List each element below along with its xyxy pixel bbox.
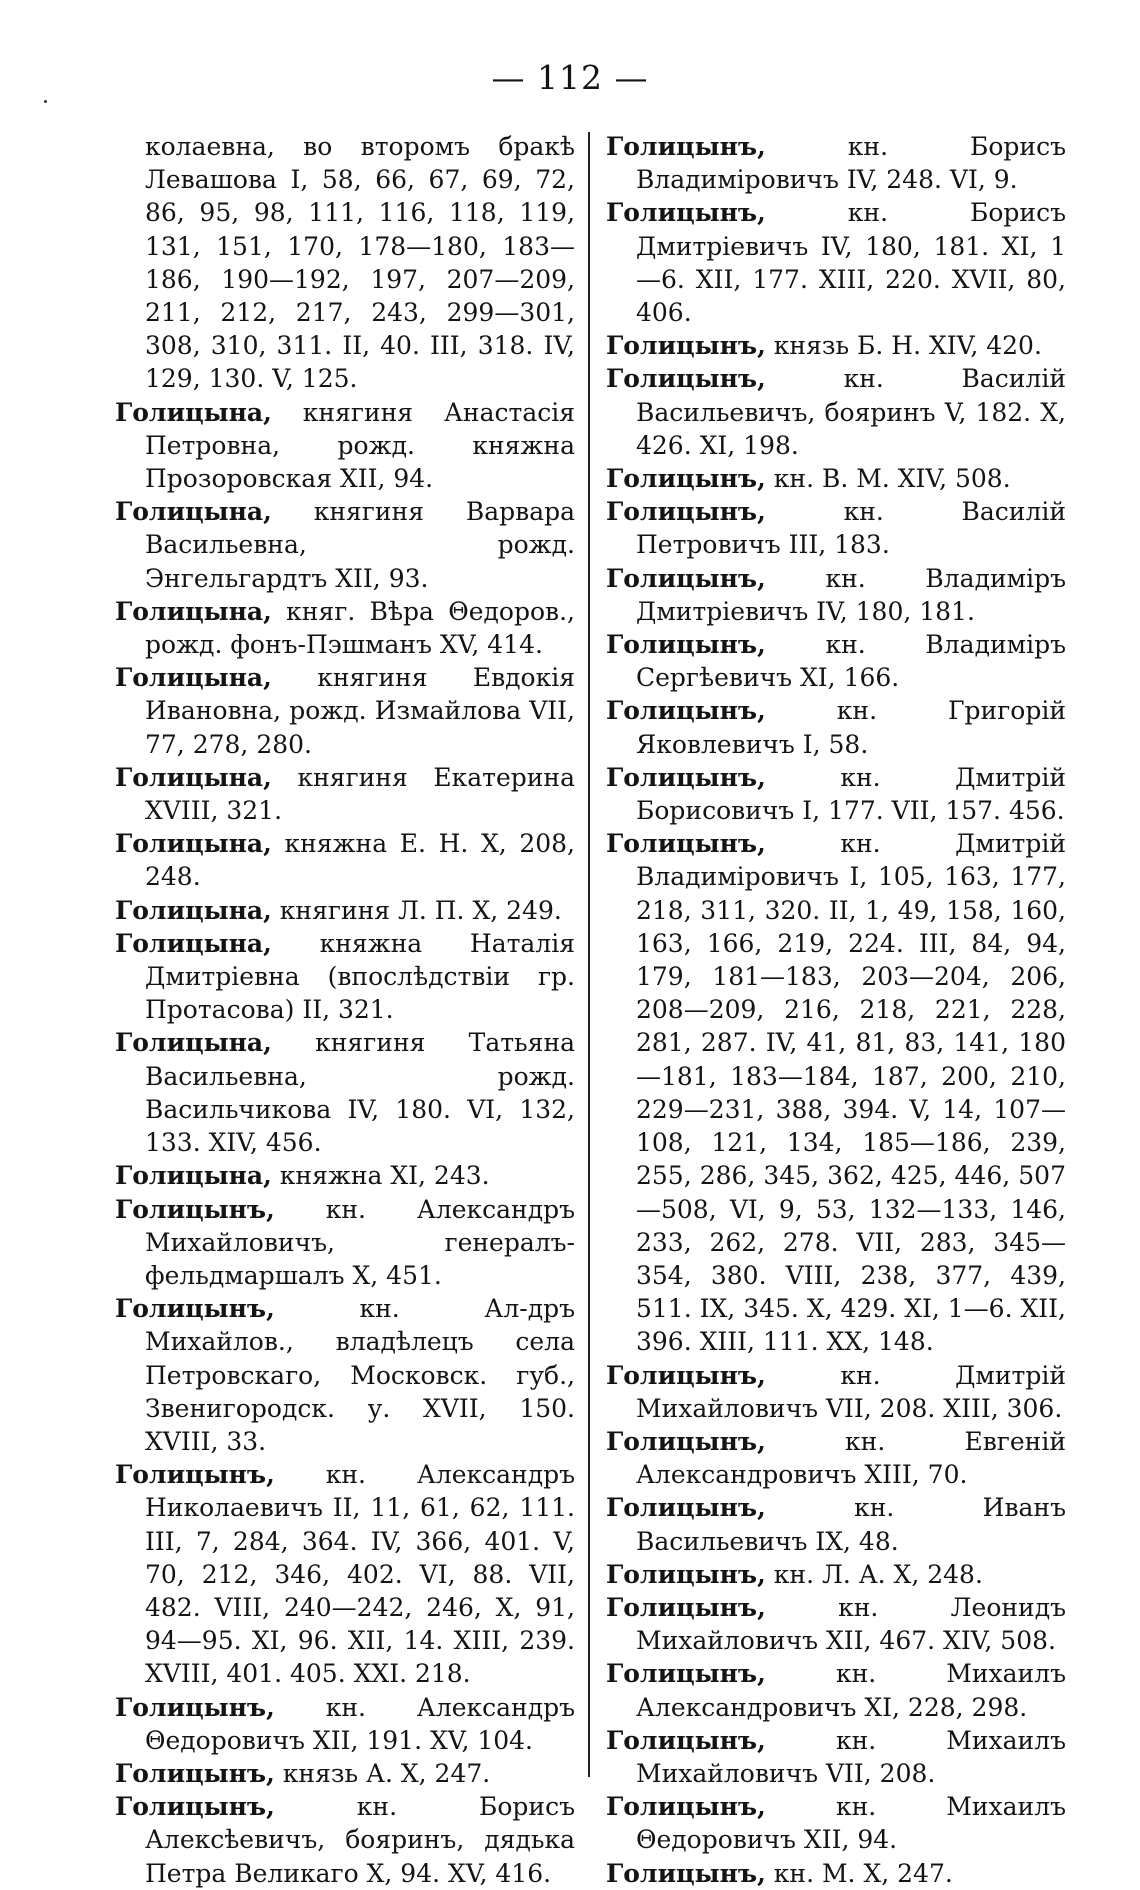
entry-text: кн. Владиміръ Дмитріевичъ IV, 180, 181. [636,563,1066,626]
entry-text: кн. Михаилъ Александровичъ XI, 228, 298. [636,1659,1066,1722]
entry-text: княгиня Варвара Васильевна, рожд. Энгельгардтъ XII, 93. [145,497,576,593]
entry-headword: Голицынъ, [606,364,766,394]
entry-headword: Голицына, [115,1028,272,1058]
index-entry [606,1359,1066,1425]
entry-headword: Голицына, [115,663,272,693]
entry-text: кн. Борисъ Дмитріевичъ IV, 180, 181. XI, 1—6. XII, 177. XIII, 220. XVII, 80, 406. [636,198,1066,328]
entry-text: кн. Дмитрій Борисовичъ I, 177. VII, 157. 456. [636,762,1067,826]
index-entry [115,661,575,761]
entry-headword: Голицынъ, [606,1725,766,1755]
index-entry [606,1558,1066,1591]
entry-headword: Голицынъ, [606,1426,766,1456]
entry-text: кн. Иванъ Васильевичъ IX, 48. [636,1493,1066,1556]
entry-text: кн. Владиміръ Сергѣевичъ XI, 166. [636,630,1066,693]
entry-text: кн. Александръ Николаевичъ II, 11, 61, 62, 111. III, 7, 284, 364. IV, 366, 401. V, 70, 212, 346, 402. VI, 88. VII, 482. VIII, 240—242, 246, X, 91, 94—95. XI, 96. XII, 14. XIII, 239. XVIII, 401. 405. XXI. 218. [145,1460,575,1689]
entry-headword: Голицына, [115,928,272,958]
index-entry [606,1857,1066,1890]
entry-text: княжна Е. Н. X, 208, 248. [145,829,575,892]
index-entry [115,1292,575,1458]
entry-headword: Голицынъ, [115,1460,275,1490]
index-entry [115,927,575,1027]
entry-headword: Голицынъ, [606,1360,766,1390]
right-column [606,130,1066,1890]
index-entry [606,462,1066,495]
page-number: — 112 — [491,58,649,97]
index-entry [115,894,575,927]
entry-text: князь Б. Н. XIV, 420. [773,331,1042,361]
entry-text: княгиня Евдокія Ивановна, рожд. Измайлова VII, 77, 278, 280. [145,663,575,759]
index-entry [606,694,1066,760]
entry-headword: Голицынъ, [606,1493,766,1523]
entry-headword: Голицынъ, [606,829,766,859]
entry-text: кн. Л. А. X, 248. [773,1559,983,1589]
index-entry [606,495,1066,561]
index-entry [606,362,1066,462]
entry-headword: Голицына, [115,762,272,792]
left-entries-list [115,396,575,1890]
entry-text: кн. Александръ Θедоровичъ XII, 191. XV, 104. [145,1692,575,1755]
entry-text: кн. Василій Петровичъ III, 183. [636,497,1066,560]
entry-headword: Голицынъ, [606,1559,766,1589]
entry-headword: Голицынъ, [115,1692,275,1722]
entry-headword: Голицынъ, [606,563,766,593]
index-entry [115,1790,575,1890]
index-entry [115,1159,575,1192]
right-entries-list [606,130,1066,1890]
entry-headword: Голицына, [115,497,272,527]
index-entry [606,628,1066,694]
entry-text: кн. Борисъ Алексѣевичъ, бояринъ, дядька Петра Великаго X, 94. XV, 416. [145,1792,575,1888]
entry-headword: Голицынъ, [606,630,766,660]
index-entry [115,1458,575,1690]
entry-headword: Голицынъ, [115,1194,275,1224]
entry-text: княгиня Л. П. X, 249. [279,895,562,925]
entry-text: кн. Ал-дръ Михайлов., владѣлецъ села Петровскаго, Московск. губ., Звенигородск. у. XVII, 150. XVIII, 33. [145,1294,575,1456]
entry-text: кн. Михаилъ Θедоровичъ XII, 94. [636,1792,1066,1855]
entry-text: кн. М. X, 247. [773,1858,953,1888]
index-entry [115,761,575,827]
entry-headword: Голицынъ, [115,1758,275,1788]
index-entry [606,1724,1066,1790]
column-divider [588,132,590,1777]
index-entry [606,827,1066,1358]
entry-text: кн. Дмитрій Владиміровичъ I, 105, 163, 177, 218, 311, 320. II, 1, 49, 158, 160, 163, 166, 219, 224. III, 84, 94, 179, 181—183, 203—204, 206, 208—209, 216, 218, 221, 228, 281, 287. IV, 41, 81, 83, 141, 180—181, 183—184, 187, 200, 210, 229—231, 388, 394. V, 14, 107—108, 121, 134, 185—186, 239, 255, 286, 345, 362, 425, 446, 507—508, VI, 9, 53, 132—133, 146, 233, 262, 278. VII, 283, 345—354, 380. VIII, 238, 377, 439, 511. IX, 345. X, 429. XI, 1—6. XII, 396. XIII, 111. XX, 148. [636,829,1067,1357]
entry-headword: Голицынъ, [606,762,766,792]
entry-text: кн. Борисъ Владиміровичъ IV, 248. VI, 9. [636,132,1066,195]
entry-headword: Голицынъ, [606,497,766,527]
entry-text: князь А. X, 247. [282,1758,491,1788]
index-entry [115,827,575,893]
index-entry [115,1757,575,1790]
entry-text: княжна XI, 243. [279,1161,490,1191]
entry-text: кн. Григорій Яковлевичъ I, 58. [636,696,1066,759]
entry-text: княгиня Екатерина XVIII, 321. [145,762,576,826]
entry-text: княжна Наталія Дмитріевна (впослѣдствіи гр. Протасова) II, 321. [145,928,575,1025]
left-column [115,130,575,1890]
entry-text: княг. Вѣра Θедоров., рожд. фонъ-Пэшманъ XV, 414. [145,596,575,660]
index-entry [606,1591,1066,1657]
entry-headword: Голицынъ, [606,1792,766,1822]
entry-text: кн. Александръ Михайловичъ, генералъ-фельдмаршалъ X, 451. [145,1194,575,1290]
index-entry [115,1026,575,1159]
entry-headword: Голицынъ, [115,1294,275,1324]
entry-text: кн. Евгеній Александровичъ XIII, 70. [636,1426,1066,1490]
entry-headword: Голицына, [115,397,272,427]
index-entry [115,1193,575,1293]
entry-text: кн. Леонидъ Михайловичъ XII, 467. XIV, 508. [636,1592,1067,1656]
index-entry [606,1425,1066,1491]
entry-text: кн. В. М. XIV, 508. [773,464,1011,494]
entry-headword: Голицына, [115,829,272,859]
entry-headword: Голицынъ, [606,198,766,228]
index-entry [115,595,575,661]
index-entry [115,495,575,595]
entry-text: кн. Василій Васильевичъ, бояринъ V, 182. X, 426. XI, 198. [636,364,1066,460]
index-entry [606,196,1066,329]
continued-entry: колаевна, во второмъ бракѣ Левашова I, 58, 66, 67, 69, 72, 86, 95, 98, 111, 116, 118, 119, 131, 151, 170, 178—180, 183—186, 190—192, 197, 207—209, 211, 212, 217, 243, 299—301, 308, 310, 311. II, 40. III, 318. IV, 129, 130. V, 125. [145,132,575,394]
index-entry [606,130,1066,196]
scan-speck [44,100,47,103]
entry-headword: Голицынъ, [115,1792,275,1822]
index-entry [115,396,575,496]
index-entry [606,562,1066,628]
index-entry [606,1657,1066,1723]
entry-text: кн. Дмитрій Михайловичъ VII, 208. XIII, 306. [636,1360,1067,1423]
entry-headword: Голицынъ, [606,1858,766,1888]
entry-text: княгиня Анастасія Петровна, рожд. княжна Прозоровская XII, 94. [145,397,575,494]
entry-headword: Голицынъ, [606,1659,766,1689]
entry-headword: Голицына, [115,1161,272,1191]
index-entry [606,1790,1066,1856]
entry-headword: Голицына, [115,895,272,925]
entry-headword: Голицынъ, [606,331,766,361]
entry-text: кн. Михаилъ Михайловичъ VII, 208. [636,1725,1066,1788]
index-entry [606,761,1066,827]
entry-headword: Голицынъ, [606,464,766,494]
entry-headword: Голицынъ, [606,696,766,726]
entry-headword: Голицынъ, [606,1592,766,1622]
index-entry [115,1691,575,1757]
entry-text: княгиня Татьяна Васильевна, рожд. Васильчикова IV, 180. VI, 132, 133. XIV, 456. [145,1028,576,1158]
entry-headword: Голицына, [115,596,272,626]
index-entry [606,1491,1066,1557]
index-entry [606,329,1066,362]
entry-headword: Голицынъ, [606,132,766,161]
